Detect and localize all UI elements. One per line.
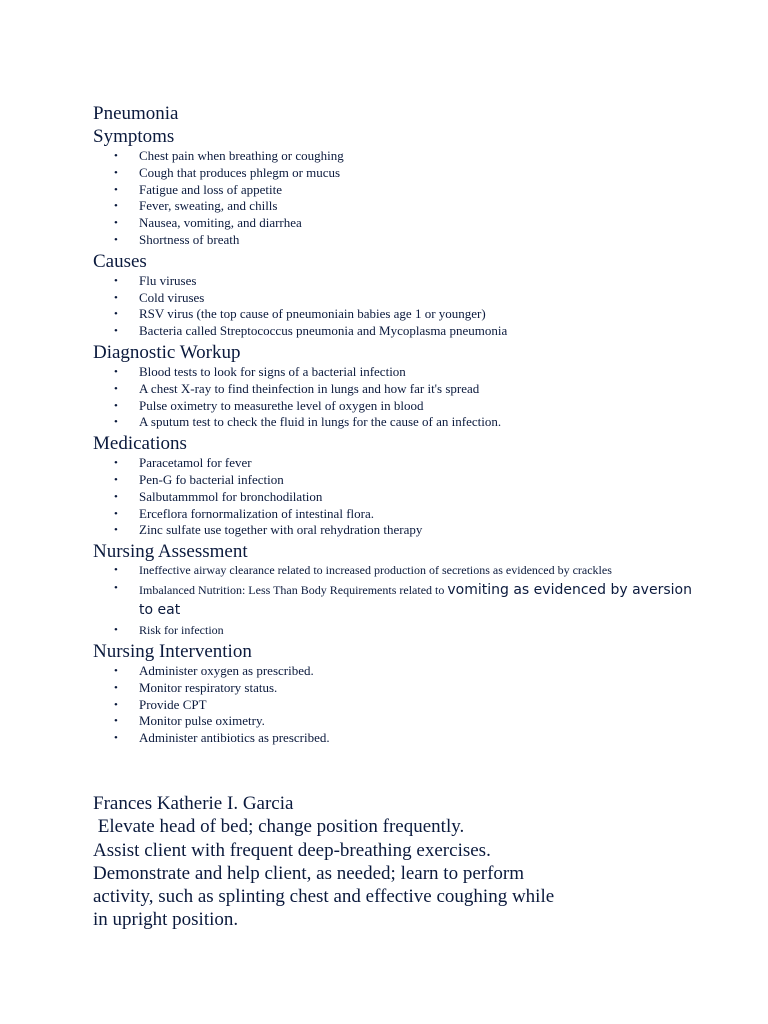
intervention-list bbox=[93, 663, 693, 747]
bullet-icon: • bbox=[114, 664, 118, 677]
bullet-icon: • bbox=[114, 457, 118, 470]
section-heading-nursing-intervention: Nursing Intervention bbox=[93, 640, 252, 662]
list-item: • Ineffective airway clearance related to increased production of secretions as evidenced by crackles bbox=[114, 563, 612, 578]
note-line: Elevate head of bed; change position frequently. bbox=[93, 816, 465, 838]
list-item: • Provide CPT bbox=[114, 696, 207, 712]
section-heading-symptoms: Symptoms bbox=[93, 126, 175, 147]
list-item: • A chest X-ray to find theinfection in lungs and how far it's spread bbox=[114, 380, 480, 396]
bullet-icon: • bbox=[114, 564, 118, 577]
list-item: • Cough that produces phlegm or mucus bbox=[114, 164, 341, 180]
section-heading-medications: Medications bbox=[93, 433, 187, 455]
list-item: • Monitor pulse oximetry. bbox=[114, 713, 265, 729]
bullet-icon: • bbox=[114, 150, 118, 162]
mixed-font-text: vomiting as evidenced by aversion to eat bbox=[139, 582, 692, 619]
section-heading-diagnostic-workup: Diagnostic Workup bbox=[93, 341, 241, 363]
document-body bbox=[93, 102, 693, 748]
list-item: • Blood tests to look for signs of a bacterial infection bbox=[114, 363, 406, 379]
document-title: Pneumonia bbox=[93, 103, 179, 124]
section-heading-nursing-assessment: Nursing Assessment bbox=[93, 541, 248, 563]
bullet-icon: • bbox=[114, 365, 118, 378]
bullet-icon: • bbox=[114, 681, 118, 694]
bullet-icon: • bbox=[114, 325, 118, 338]
bullet-icon: • bbox=[114, 217, 118, 230]
bullet-icon: • bbox=[114, 382, 118, 395]
note-line: activity, such as splinting chest and effective coughing while bbox=[93, 886, 555, 908]
bullet-icon: • bbox=[114, 698, 118, 711]
list-item: • Imbalanced Nutrition: Less Than Body Requirements related to vomiting as evidenced by aversion to eat bbox=[114, 582, 692, 619]
assessment-list bbox=[93, 563, 693, 639]
medications-list bbox=[93, 455, 693, 539]
list-item: • A sputum test to check the fluid in lungs for the cause of an infection. bbox=[114, 414, 502, 430]
list-item: • Administer antibiotics as prescribed. bbox=[114, 730, 330, 746]
bullet-icon: • bbox=[114, 233, 118, 246]
bullet-icon: • bbox=[114, 490, 118, 503]
diagnostic-list bbox=[93, 364, 693, 431]
list-item: • Cold viruses bbox=[114, 289, 205, 305]
bullet-icon: • bbox=[114, 166, 118, 179]
list-item: • Monitor respiratory status. bbox=[114, 679, 278, 695]
bullet-icon: • bbox=[114, 274, 118, 287]
bullet-icon: • bbox=[114, 732, 118, 745]
bullet-icon: • bbox=[114, 183, 118, 196]
bullet-icon: • bbox=[114, 308, 118, 321]
bullet-icon: • bbox=[114, 624, 118, 637]
list-item: • Fever, sweating, and chills bbox=[114, 198, 278, 214]
list-item: • Shortness of breath bbox=[114, 231, 240, 247]
list-item: • Pulse oximetry to measurethe level of oxygen in blood bbox=[114, 397, 424, 413]
author-notes bbox=[93, 792, 693, 932]
bullet-icon: • bbox=[114, 399, 118, 412]
bullet-icon: • bbox=[114, 291, 118, 304]
list-item: • Zinc sulfate use together with oral rehydration therapy bbox=[114, 522, 423, 538]
note-line: Demonstrate and help client, as needed; learn to perform bbox=[93, 862, 525, 884]
list-item: • Erceflora fornormalization of intestinal flora. bbox=[114, 505, 374, 521]
note-line: in upright position. bbox=[93, 909, 239, 931]
list-item: • Pen-G fo bacterial infection bbox=[114, 471, 284, 487]
author-name: Frances Katherie I. Garcia bbox=[93, 793, 294, 814]
list-item: • Fatigue and loss of appetite bbox=[114, 181, 282, 197]
bullet-icon: • bbox=[114, 582, 118, 595]
list-item: • Flu viruses bbox=[114, 272, 197, 288]
list-item: • Salbutammmol for bronchodilation bbox=[114, 488, 323, 504]
list-item: • Nausea, vomiting, and diarrhea bbox=[114, 215, 302, 231]
note-line: Assist client with frequent deep-breathing exercises. bbox=[93, 839, 491, 861]
list-item: • Administer oxygen as prescribed. bbox=[114, 662, 314, 678]
list-item: • Paracetamol for fever bbox=[114, 455, 252, 471]
bullet-icon: • bbox=[114, 416, 118, 429]
list-item: • Risk for infection bbox=[114, 623, 224, 638]
bullet-icon: • bbox=[114, 715, 118, 728]
symptoms-list bbox=[93, 148, 693, 249]
bullet-icon: • bbox=[114, 473, 118, 486]
list-item: • RSV virus (the top cause of pneumoniain babies age 1 or younger) bbox=[114, 306, 486, 322]
list-item: • Chest pain when breathing or coughing bbox=[114, 148, 344, 163]
causes-list bbox=[93, 273, 693, 340]
bullet-icon: • bbox=[114, 524, 118, 537]
list-item: • Bacteria called Streptococcus pneumonia and Mycoplasma pneumonia bbox=[114, 323, 508, 339]
bullet-icon: • bbox=[114, 200, 118, 213]
bullet-icon: • bbox=[114, 507, 118, 520]
section-heading-causes: Causes bbox=[93, 250, 147, 272]
